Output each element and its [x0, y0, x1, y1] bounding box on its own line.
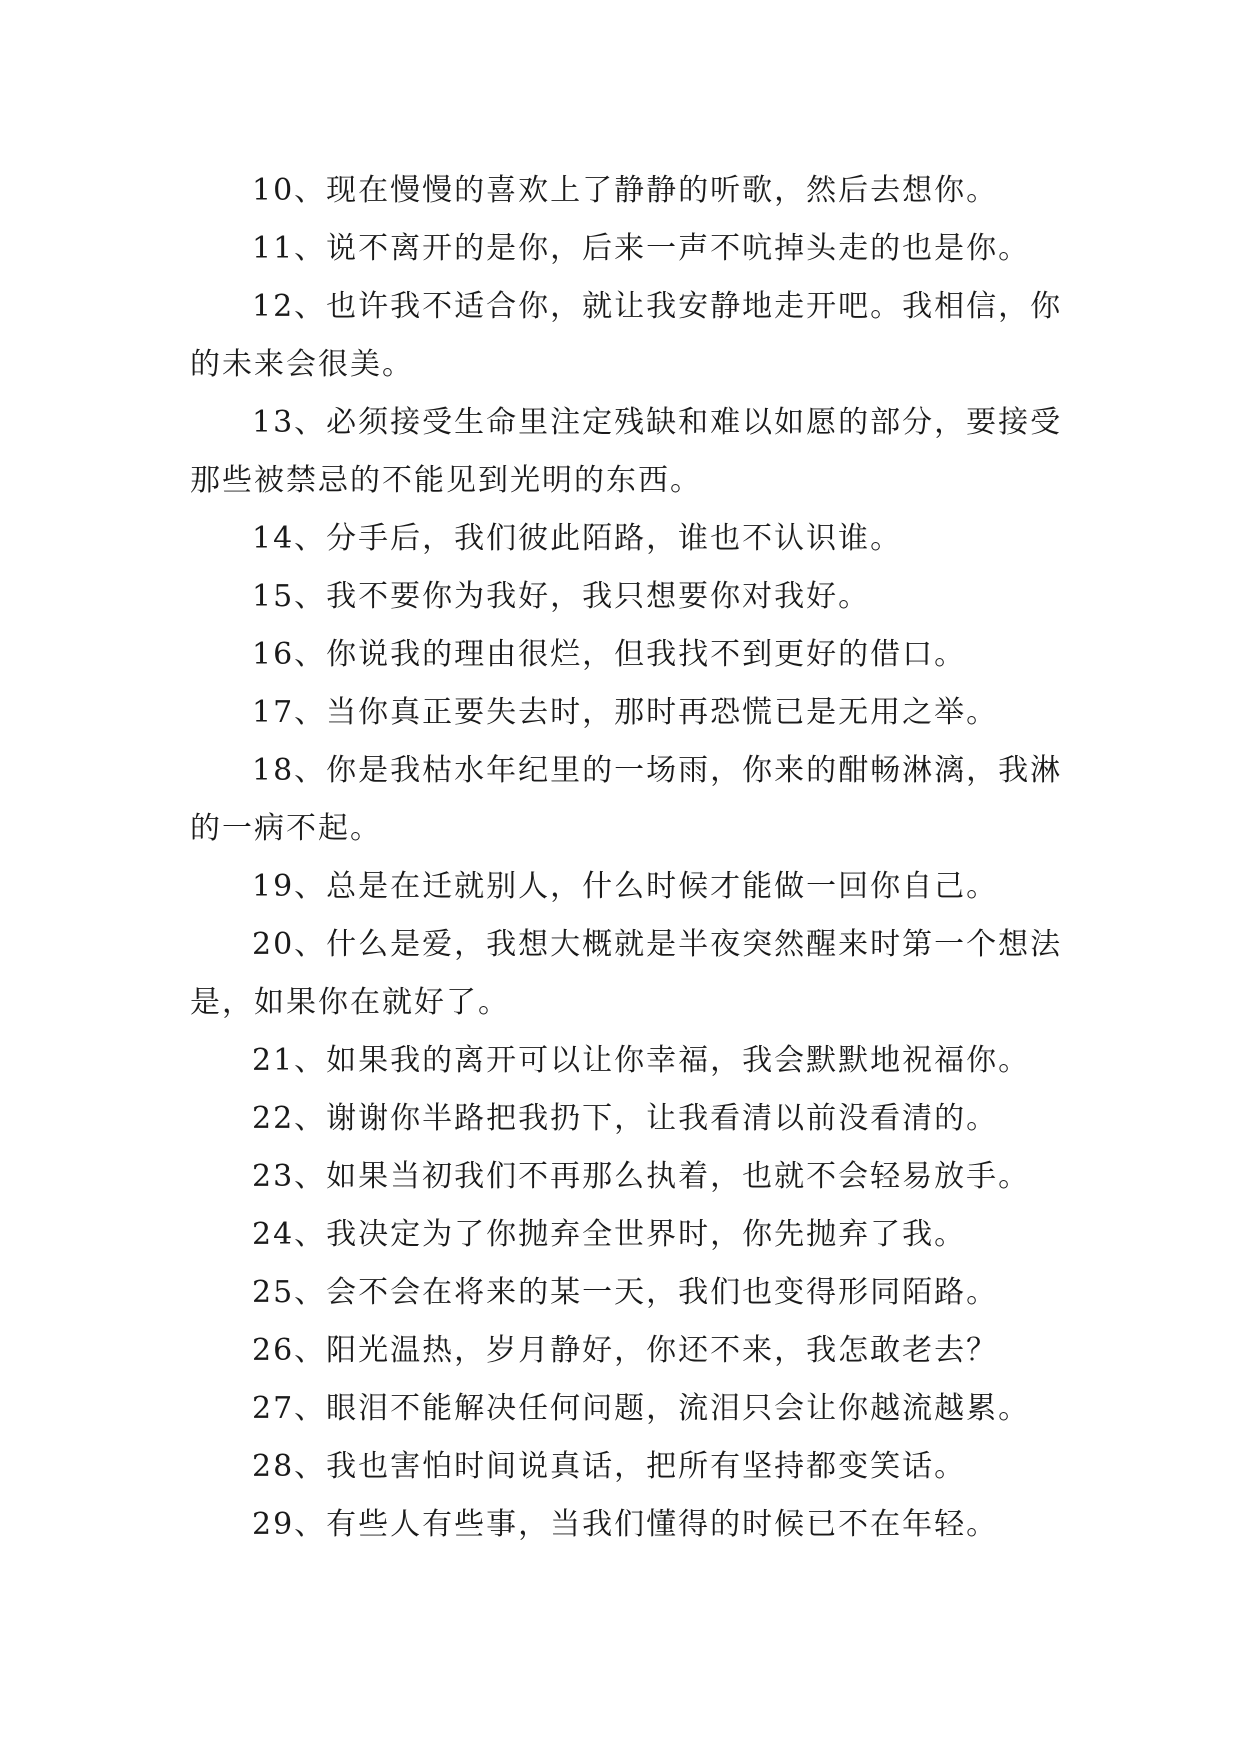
paragraph-10: 10、现在慢慢的喜欢上了静静的听歌，然后去想你。	[252, 173, 999, 208]
paragraph-18: 18、你是我枯水年纪里的一场雨，你来的酣畅淋漓，我淋的一病不起。	[190, 753, 1063, 846]
paragraph-29: 29、有些人有些事，当我们懂得的时候已不在年轻。	[252, 1507, 999, 1542]
paragraph-24: 24、我决定为了你抛弃全世界时，你先抛弃了我。	[252, 1217, 967, 1252]
paragraph-19: 19、总是在迁就别人，什么时候才能做一回你自己。	[252, 869, 999, 904]
paragraph-21: 21、如果我的离开可以让你幸福，我会默默地祝福你。	[252, 1043, 1031, 1078]
paragraph-16: 16、你说我的理由很烂，但我找不到更好的借口。	[252, 637, 967, 672]
paragraph-11: 11、说不离开的是你，后来一声不吭掉头走的也是你。	[252, 231, 1031, 266]
document-body	[190, 162, 1070, 1554]
paragraph-14: 14、分手后，我们彼此陌路，谁也不认识谁。	[252, 521, 903, 556]
paragraph-26: 26、阳光温热，岁月静好，你还不来，我怎敢老去？	[252, 1333, 999, 1368]
paragraph-25: 25、会不会在将来的某一天，我们也变得形同陌路。	[252, 1275, 999, 1310]
paragraph-15: 15、我不要你为我好，我只想要你对我好。	[252, 579, 871, 614]
paragraph-20: 20、什么是爱，我想大概就是半夜突然醒来时第一个想法是，如果你在就好了。	[190, 927, 1063, 1020]
paragraph-12: 12、也许我不适合你，就让我安静地走开吧。我相信，你的未来会很美。	[190, 289, 1063, 382]
paragraph-13: 13、必须接受生命里注定残缺和难以如愿的部分，要接受那些被禁忌的不能见到光明的东西。	[190, 405, 1063, 498]
paragraph-27: 27、眼泪不能解决任何问题，流泪只会让你越流越累。	[252, 1391, 1031, 1426]
paragraph-22: 22、谢谢你半路把我扔下，让我看清以前没看清的。	[252, 1101, 999, 1136]
paragraph-28: 28、我也害怕时间说真话，把所有坚持都变笑话。	[252, 1449, 967, 1484]
paragraph-17: 17、当你真正要失去时，那时再恐慌已是无用之举。	[252, 695, 999, 730]
paragraph-23: 23、如果当初我们不再那么执着，也就不会轻易放手。	[252, 1159, 1031, 1194]
